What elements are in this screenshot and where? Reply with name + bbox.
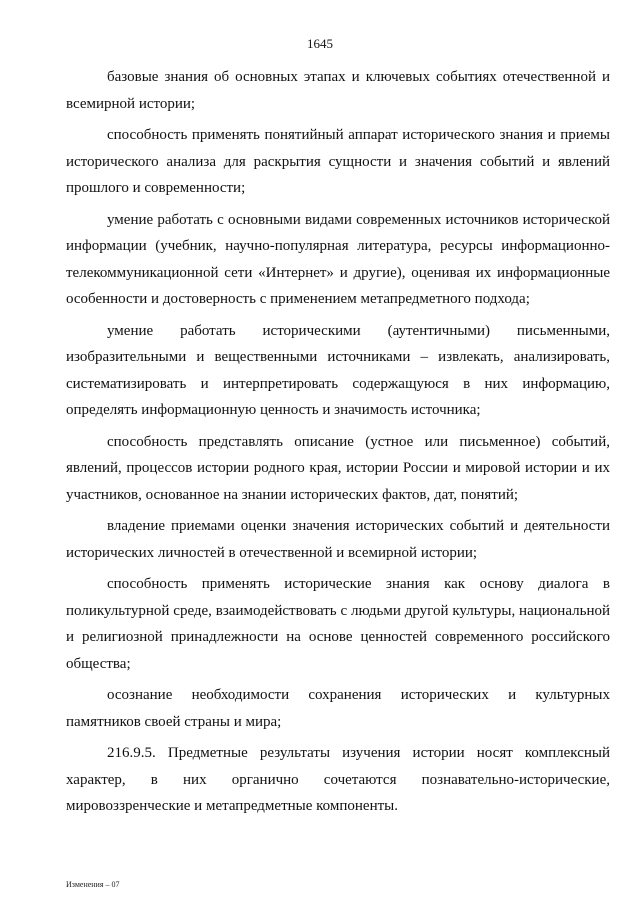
paragraph: умение работать историческими (аутентичными) письменными, изобразительными и вещественными источниками – извлекать, анализировать, систематизировать и интерпретировать содержащуюся в них информацию, определять информационную ценность и значимость источника; bbox=[66, 322, 610, 418]
paragraph: способность применять исторические знания как основу диалога в поликультурной среде, взаимодействовать с людьми другой культуры, национальной и религиозной принадлежности на основе ценностей современного российского общества; bbox=[66, 576, 610, 672]
paragraph: осознание необходимости сохранения исторических и культурных памятников своей страны и мира; bbox=[66, 687, 610, 730]
document-body bbox=[66, 64, 610, 825]
paragraph: базовые знания об основных этапах и ключевых событиях отечественной и всемирной истории; bbox=[66, 69, 610, 112]
footer-revision-note: Изменения – 07 bbox=[66, 880, 120, 889]
page-number: 1645 bbox=[307, 36, 333, 51]
paragraph: владение приемами оценки значения исторических событий и деятельности исторических личностей в отечественной и всемирной истории; bbox=[66, 518, 610, 561]
paragraph: способность применять понятийный аппарат исторического знания и приемы исторического анализа для раскрытия сущности и значения событий и явлений прошлого и современности; bbox=[66, 127, 610, 196]
paragraph: способность представлять описание (устное или письменное) событий, явлений, процессов истории родного края, истории России и мировой истории и их участников, основанное на знании исторических фактов, дат, понятий; bbox=[66, 433, 610, 503]
paragraph: умение работать с основными видами современных источников исторической информации (учебник, научно-популярная литература, ресурсы информационно-телекоммуникационной сети «Интернет» и другие), оценивая их информационные особенности и достоверность с применением метапредметного подхода; bbox=[66, 211, 610, 307]
paragraph: 216.9.5. Предметные результаты изучения истории носят комплексный характер, в них органично сочетаются познавательно-исторические, мировоззренческие и метапредметные компоненты. bbox=[66, 745, 610, 814]
